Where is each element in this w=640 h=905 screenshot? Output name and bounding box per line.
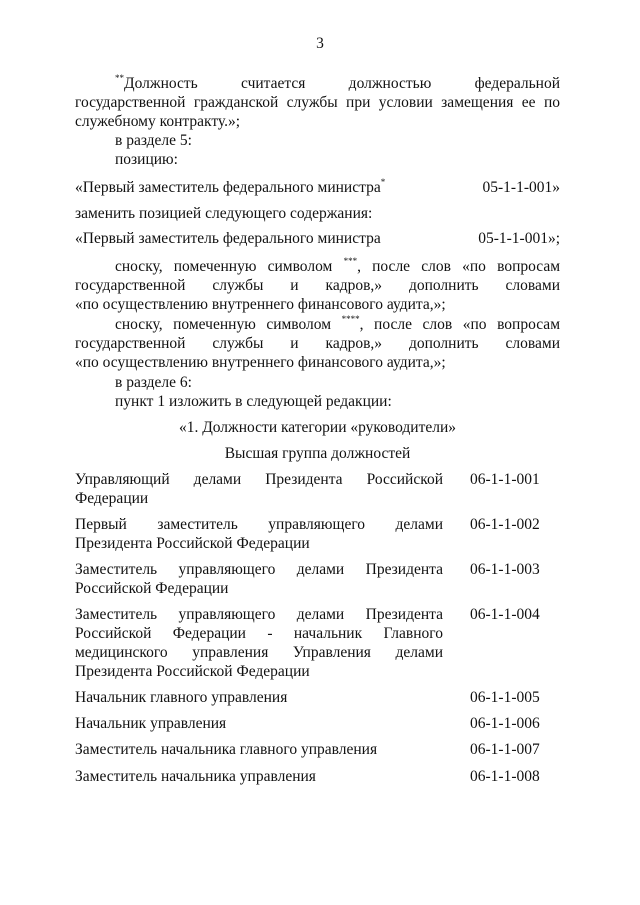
position-name: Заместитель начальника главного управления (75, 741, 378, 758)
old-position-name: «Первый заместитель федерального министра* (75, 177, 386, 196)
new-position-row (75, 229, 560, 248)
footnote-edit-1-line-3: «по осуществлению внутреннего финансового аудита,»; (75, 296, 446, 313)
table-row (75, 470, 560, 508)
position-code: 06-1-1-005 (470, 689, 540, 706)
footnote-edit-1 (75, 257, 560, 314)
position-name: Управляющий делами Президента Российской Федерации (75, 471, 443, 507)
category-title: «1. Должности категории «руководители» (178, 419, 457, 436)
group-title: Высшая группа должностей (224, 445, 411, 462)
footnote-edit-2-mark: **** (341, 314, 360, 324)
position-name: Заместитель управляющего делами Президента Российской Федерации (75, 561, 443, 597)
position-code: 06-1-1-007 (470, 741, 540, 758)
position-code: 06-1-1-003 (470, 561, 540, 578)
old-position-row (75, 178, 560, 197)
section6-instruction: пункт 1 изложить в следующей редакции: (115, 393, 392, 410)
section6-heading: в разделе 6: (115, 374, 192, 391)
footnote-edit-2-line-1: сноску, помеченную символом ****, после слов «по вопросам (115, 314, 561, 333)
page-number: 3 (316, 35, 324, 52)
position-name: Заместитель управляющего делами Президента Российской Федерации - начальник Главного медицинского управления Управления делами Президента Российской Федерации (75, 606, 443, 680)
old-position-mark: * (380, 177, 386, 187)
section5-heading: в разделе 5: (115, 132, 192, 149)
section5-position-label: позицию: (115, 151, 178, 168)
position-code: 06-1-1-006 (470, 715, 540, 732)
table-row (75, 740, 560, 759)
table-row (75, 688, 560, 707)
new-position-name: «Первый заместитель федерального министра (75, 230, 381, 247)
new-position-code: 05-1-1-001»; (478, 230, 560, 247)
table-row (75, 767, 560, 786)
footnote-text: Должность считается должностью федеральной (124, 75, 560, 92)
footnote-edit-2-line-2: государственной службы и кадров,» дополнить словами (75, 335, 560, 352)
position-code: 06-1-1-008 (470, 768, 540, 785)
table-row (75, 560, 560, 598)
table-row (75, 515, 560, 553)
position-name: Заместитель начальника управления (75, 768, 316, 785)
position-name: Первый заместитель управляющего делами Президента Российской Федерации (75, 516, 443, 552)
footnote-edit-1-mark: *** (343, 256, 358, 266)
footnote-line-2: государственной гражданской службы при условии замещения ее по (75, 94, 560, 111)
replace-text: заменить позицией следующего содержания: (75, 205, 373, 222)
position-name: Начальник управления (75, 715, 227, 732)
position-code: 06-1-1-004 (470, 606, 540, 623)
footnote-line-3: служебному контракту.»; (75, 113, 241, 130)
section5-heading-block (75, 131, 560, 169)
position-code: 06-1-1-002 (470, 516, 540, 533)
footnote-edit-1-line-1: сноску, помеченную символом ***, после слов «по вопросам (115, 256, 561, 275)
footnote-mark: ** (115, 73, 124, 83)
section6-heading-block (75, 373, 560, 411)
position-code: 06-1-1-001 (470, 471, 540, 488)
footnote-edit-2-line-3: «по осуществлению внутреннего финансового аудита,»; (75, 354, 446, 371)
footnote-edit-2 (75, 315, 560, 372)
table-row (75, 605, 560, 681)
old-position-code: 05-1-1-001» (482, 179, 560, 196)
position-name: Начальник главного управления (75, 689, 288, 706)
footnote-line-1 (75, 74, 560, 93)
footnote-block (75, 74, 560, 131)
footnote-edit-1-line-2: государственной службы и кадров,» дополнить словами (75, 277, 560, 294)
table-row (75, 714, 560, 733)
